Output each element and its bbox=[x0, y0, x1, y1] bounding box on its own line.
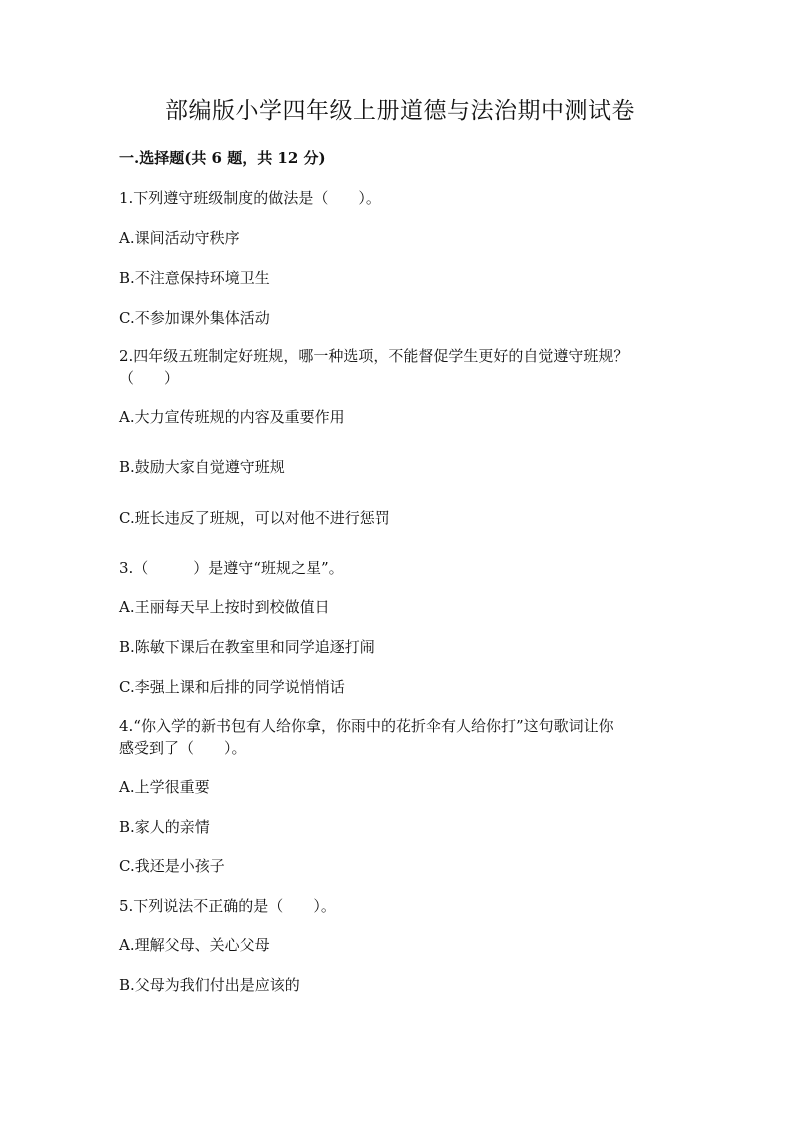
question-3-option-b: B.陈敏下课后在教室里和同学追逐打闹 bbox=[119, 638, 375, 656]
question-5-option-a: A.理解父母、关心父母 bbox=[119, 936, 270, 954]
question-2-stem-line2: （ ） bbox=[119, 369, 180, 387]
question-4-stem-line2: 感受到了（ ）。 bbox=[119, 739, 247, 757]
question-1-option-b: B.不注意保持环境卫生 bbox=[119, 269, 270, 287]
question-5-option-b: B.父母为我们付出是应该的 bbox=[119, 976, 300, 994]
question-2-option-c: C.班长违反了班规，可以对他不进行惩罚 bbox=[119, 509, 390, 527]
question-1-option-c: C.不参加课外集体活动 bbox=[119, 309, 270, 327]
question-3-option-a: A.王丽每天早上按时到校做值日 bbox=[119, 598, 330, 616]
question-4-option-c: C.我还是小孩子 bbox=[119, 857, 225, 875]
question-4-option-a: A.上学很重要 bbox=[119, 778, 210, 796]
question-2-stem: 2.四年级五班制定好班规，哪一种选项，不能督促学生更好的自觉遵守班规？ bbox=[119, 347, 629, 365]
question-4-stem: 4.“你入学的新书包有人给你拿，你雨中的花折伞有人给你打”这句歌词让你 bbox=[119, 717, 614, 735]
question-3-option-c: C.李强上课和后排的同学说悄悄话 bbox=[119, 678, 345, 696]
question-2-option-b: B.鼓励大家自觉遵守班规 bbox=[119, 458, 285, 476]
question-2-option-a: A.大力宣传班规的内容及重要作用 bbox=[119, 408, 345, 426]
question-1-stem: 1.下列遵守班级制度的做法是（ ）。 bbox=[119, 189, 381, 207]
question-3-stem: 3.（ ）是遵守“班规之星”。 bbox=[119, 559, 344, 577]
question-4-option-b: B.家人的亲情 bbox=[119, 818, 210, 836]
question-1-option-a: A.课间活动守秩序 bbox=[119, 229, 240, 247]
question-5-stem: 5.下列说法不正确的是（ ）。 bbox=[119, 897, 336, 915]
page-title: 部编版小学四年级上册道德与法治期中测试卷 bbox=[165, 98, 635, 124]
section-heading: 一.选择题(共 6 题，共 12 分) bbox=[119, 149, 326, 167]
